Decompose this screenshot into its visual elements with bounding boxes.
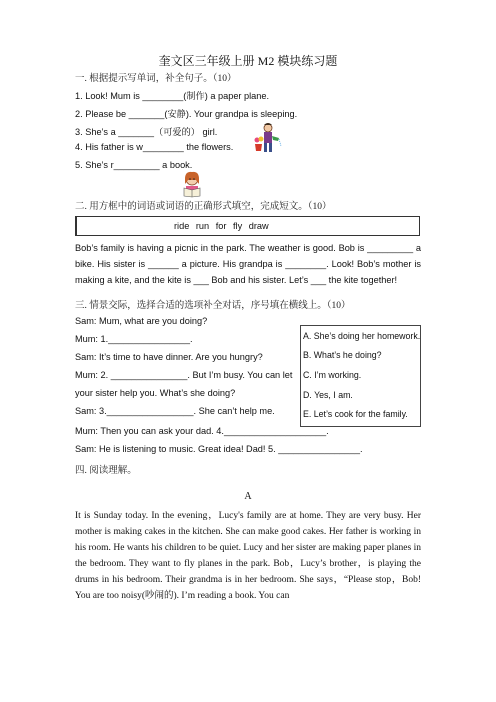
options-box bbox=[300, 325, 421, 427]
page-title: 奎文区三年级上册 M2 模块练习题 bbox=[158, 54, 338, 68]
reading-label: A bbox=[244, 491, 252, 502]
dialogue-line-4: Mum: 2. _______________. But I’m busy. You can let bbox=[75, 370, 293, 380]
word-bank-box bbox=[75, 216, 420, 236]
section4-heading: 四. 阅读理解。 bbox=[75, 466, 137, 476]
man-watering-flowers-image bbox=[252, 122, 282, 156]
section1-heading: 一. 根据提示写单词，补全句子。（10） bbox=[75, 74, 237, 84]
section1-item-3: 3. She’s a _______（可爱的） girl. bbox=[75, 127, 218, 137]
option-e: E. Let’s cook for the family. bbox=[303, 409, 408, 419]
dialogue-line-2: Mum: 1.________________. bbox=[75, 334, 193, 344]
girl-reading-image bbox=[178, 170, 206, 198]
dialogue-line-3: Sam: It’s time to have dinner. Are you hungry? bbox=[75, 352, 263, 362]
dialogue-line-6: Sam: 3._________________. She can’t help me. bbox=[75, 406, 275, 416]
option-d: D. Yes, I am. bbox=[303, 390, 353, 400]
section1-item-5: 5. She’s r_________ a book. bbox=[75, 160, 193, 170]
dialogue-line-1: Sam: Mum, what are you doing? bbox=[75, 316, 208, 326]
dialogue-line-8: Sam: He is listening to music. Great idea! Dad! 5. ________________. bbox=[75, 444, 363, 454]
section1-item-4: 4. His father is w________ the flowers. bbox=[75, 142, 234, 152]
option-b: B. What’s he doing? bbox=[303, 350, 382, 360]
section1-item-2: 2. Please be _______(安静). Your grandpa is sleeping. bbox=[75, 109, 298, 119]
section3-heading: 三. 情景交际，选择合适的选项补全对话，序号填在横线上。（10） bbox=[75, 301, 351, 311]
dialogue-line-7: Mum: Then you can ask your dad. 4.____________________. bbox=[75, 426, 329, 436]
dialogue-line-5: your sister help you. What’s she doing? bbox=[75, 388, 236, 398]
section2-passage: Bob’s family is having a picnic in the park. The weather is good. Bob is _________ a bike. His sister is ______ a picture. His grandpa is ________. Look! Bob’s mother is making a kite, and the kite is ___ Bob and his sister. Let’s ___ the kite together! bbox=[75, 243, 421, 285]
section2-heading: 二. 用方框中的词语或词语的正确形式填空，完成短文。（10） bbox=[75, 202, 332, 212]
section1-item-1: 1. Look! Mum is ________(制作) a paper plane. bbox=[75, 91, 270, 101]
reading-passage: It is Sunday today. In the evening，Lucy's family are at home. They are very busy. Her mother is making cakes in the kitchen. She can make good cakes. Her father is working in his room. He wants his children to be quiet. Lucy and her sister are making paper planes in the bedroom. They want to fly planes in the park. Bob，Lucy’s brother，is playing the drums in his bedroom. Their grandma is in her bedroom. She says，“Please stop，Bob! You are too noisy(吵闹的). I’m reading a book. You can bbox=[75, 511, 421, 601]
option-a: A. She’s doing her homework. bbox=[303, 331, 421, 341]
option-c: C. I’m working. bbox=[303, 370, 362, 380]
word-bank-words: ride run for fly draw bbox=[174, 221, 269, 231]
